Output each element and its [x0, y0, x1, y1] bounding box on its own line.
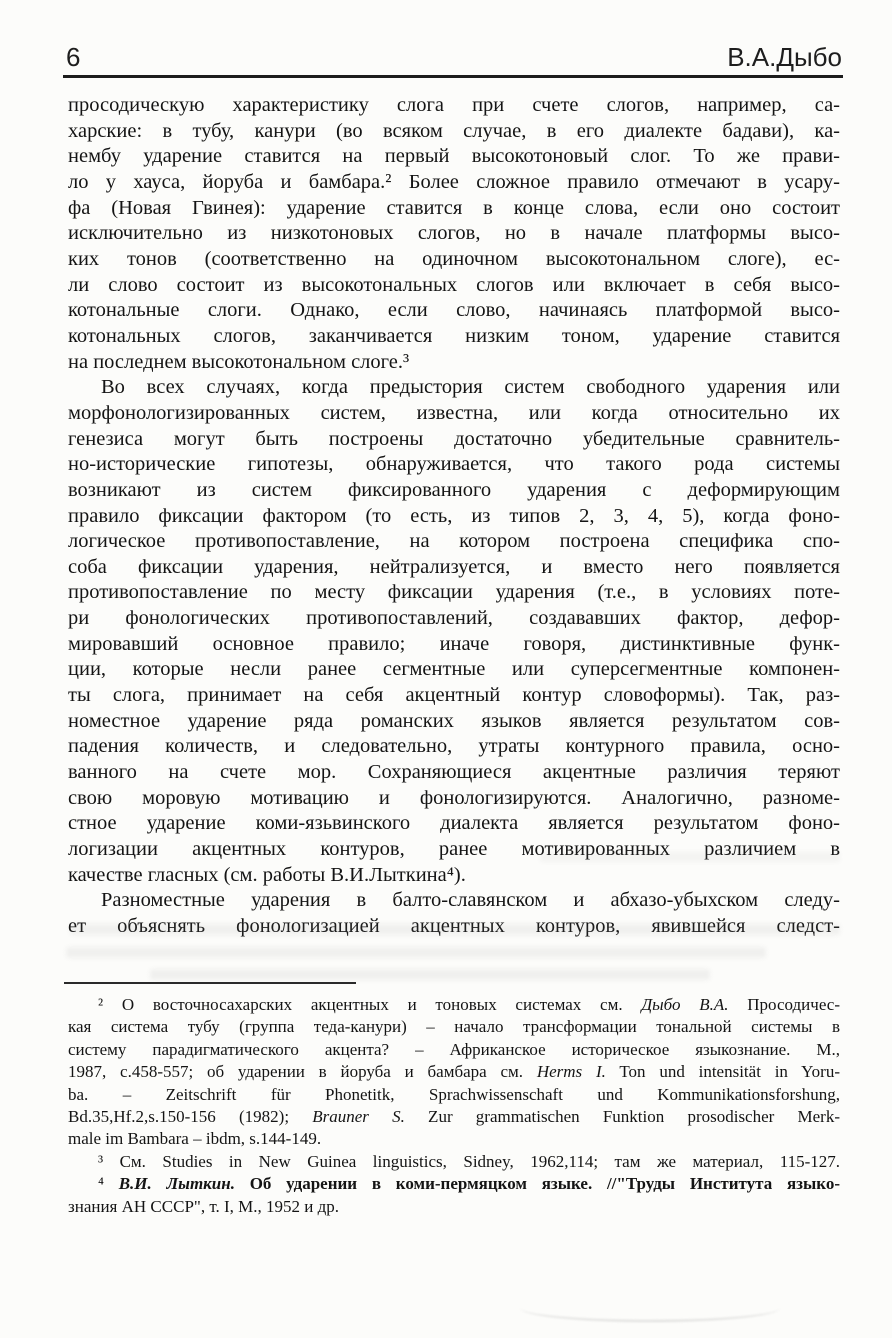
running-title: В.А.Дыбо [727, 42, 842, 72]
bleed-through-artifact [70, 924, 840, 935]
footnote-line: знания АН СССР", т. I, М., 1952 и др. [68, 1196, 340, 1216]
author-name-italic: Дыбо В.А. [641, 995, 729, 1014]
text-line: падения количеств, и следовательно, утраты контурного правила, осно- [68, 735, 840, 758]
footnote-separator-rule [64, 982, 356, 984]
footnote-text: ⁴ [98, 1174, 119, 1194]
text-line: Во всех случаях, когда предыстория систем свободного ударения или [101, 376, 840, 399]
text-line: ри фонологических противопоставлений, создававших фактор, дефор- [68, 607, 840, 630]
bleed-through-artifact [66, 947, 766, 958]
author-name-italic: Herms I. [536, 1062, 606, 1082]
footnote-line: систему парадигматического акцента? – Африканское историческое языкознание. М., [68, 1039, 840, 1059]
text-line: логическое противопоставление, на котором построена специфика спо- [68, 530, 840, 553]
text-line: ванного на счете мор. Сохраняющиеся акцентные различия теряют [68, 761, 840, 784]
text-line: просодическую характеристику слога при счете слогов, например, са- [68, 94, 840, 116]
bleed-through-artifact [150, 969, 710, 980]
footnote-text: Zur grammatischen Funktion prosodischer Merk- [404, 1107, 840, 1127]
footnote-text: 1987, с.458-557; об ударении в йоруба и бамбара см. [68, 1062, 537, 1082]
header-rule [63, 75, 843, 78]
author-name-italic: В.И. Лыткин. [118, 1174, 235, 1194]
footnote-line [68, 1173, 840, 1195]
text-line: исключительно из низкотоновых слогов, но в начале платформы высо- [68, 222, 840, 245]
text-line: ких тонов (соответственно на одиночном высокотональном слоге), ес- [68, 247, 840, 270]
footnote-text: Просодичес- [728, 995, 840, 1014]
text-line: свою моровую мотивацию и фонологизируются. Аналогично, разноме- [68, 786, 840, 809]
author-name-italic: Brauner S. [312, 1107, 405, 1127]
page-number: 6 [66, 42, 81, 72]
paragraph-1 [68, 93, 840, 375]
paragraph-2 [68, 375, 840, 888]
footnote-line: ba. – Zeitschrift für Phonetitk, Sprachwissenschaft und Kommunikationsforshung, [68, 1084, 840, 1104]
text-line: ет объяснять фонологизацией акцентных контуров, явившейся следст- [68, 915, 840, 937]
text-line: нембу ударение ставится на первый высокотоновый слог. То же прави- [68, 145, 840, 168]
footnote-line [68, 994, 840, 1016]
body-text [68, 93, 840, 940]
text-line: стное ударение коми-язьвинского диалекта является результатом фоно- [68, 812, 840, 835]
text-line: противопоставление по месту фиксации ударения (т.е., в условиях поте- [68, 581, 840, 604]
text-line: мировавший основное правило; иначе говоря, дистинктивные функ- [68, 632, 840, 655]
text-line: качестве гласных (см. работы В.И.Лыткина⁴). [68, 863, 466, 886]
footnote-line [68, 1106, 840, 1128]
text-line: харские: в тубу, канури (во всяком случае, в его диалекте бадави), ка- [68, 119, 840, 142]
text-line: но-исторические гипотезы, обнаруживается, что такого рода системы [68, 453, 840, 476]
text-line: правило фиксации фактором (то есть, из типов 2, 3, 4, 5), когда фоно- [68, 504, 840, 527]
text-line: морфонологизированных систем, известна, или когда относительно их [68, 401, 840, 424]
footnote-text: ² О восточносахарских акцентных и тоновых системах см. [98, 995, 642, 1014]
footnote-3 [68, 1151, 840, 1173]
footnote-text: Об ударении в коми-пермяцком языке. //"Труды Института языко- [234, 1174, 840, 1194]
page-curl-artifact [520, 1294, 780, 1322]
footnote-2 [68, 994, 840, 1151]
text-line: котональные слоги. Однако, если слово, начинаясь платформой высо- [68, 299, 840, 322]
footnote-text: Ton und intensität in Yoru- [605, 1062, 840, 1082]
footnote-line: male im Bambara – ibdm, s.144-149. [68, 1129, 322, 1149]
text-line: номестное ударение ряда романских языков является результатом сов- [68, 709, 840, 732]
text-line: логизации акцентных контуров, ранее мотивированных различием в [68, 838, 840, 861]
text-line: на последнем высокотональном слоге.³ [68, 350, 410, 373]
text-line: генезиса могут быть построены достаточно убедительные сравнитель- [68, 427, 840, 450]
footnote-line [68, 1061, 840, 1083]
text-line: возникают из систем фиксированного ударения с деформирующим [68, 478, 840, 501]
footnote-line: кая система тубу (группа теда-канури) – начало трансформации тональной системы в [68, 1017, 840, 1037]
text-line: фа (Новая Гвинея): ударение ставится в конце слова, если оно состоит [68, 196, 840, 219]
text-line: ло у хауса, йоруба и бамбара.² Более сложное правило отмечают в усару- [68, 170, 840, 193]
footnotes [68, 994, 840, 1218]
footnote-text: Bd.35,Hf.2,s.150-156 (1982); [68, 1107, 313, 1127]
text-line: ты слога, принимает на себя акцентный контур словоформы). Так, раз- [68, 684, 840, 707]
footnote-4 [68, 1173, 840, 1218]
text-line: Разноместные ударения в балто-славянском и абхазо-убыхском следу- [101, 889, 840, 912]
footnote-line: ³ См. Studies in New Guinea linguistics, Sidney, 1962,114; там же материал, 115-127. [98, 1151, 840, 1171]
text-line: ции, которые несли ранее сегментные или суперсегментные компонен- [68, 658, 840, 681]
bleed-through-artifact [540, 852, 840, 862]
text-line: котональных слогов, заканчивается низким тоном, ударение ставится [68, 324, 840, 347]
text-line: соба фиксации ударения, нейтрализуется, и вместо него появляется [68, 555, 840, 578]
text-line: ли слово состоит из высокотональных слогов или включает в себя высо- [68, 273, 840, 296]
